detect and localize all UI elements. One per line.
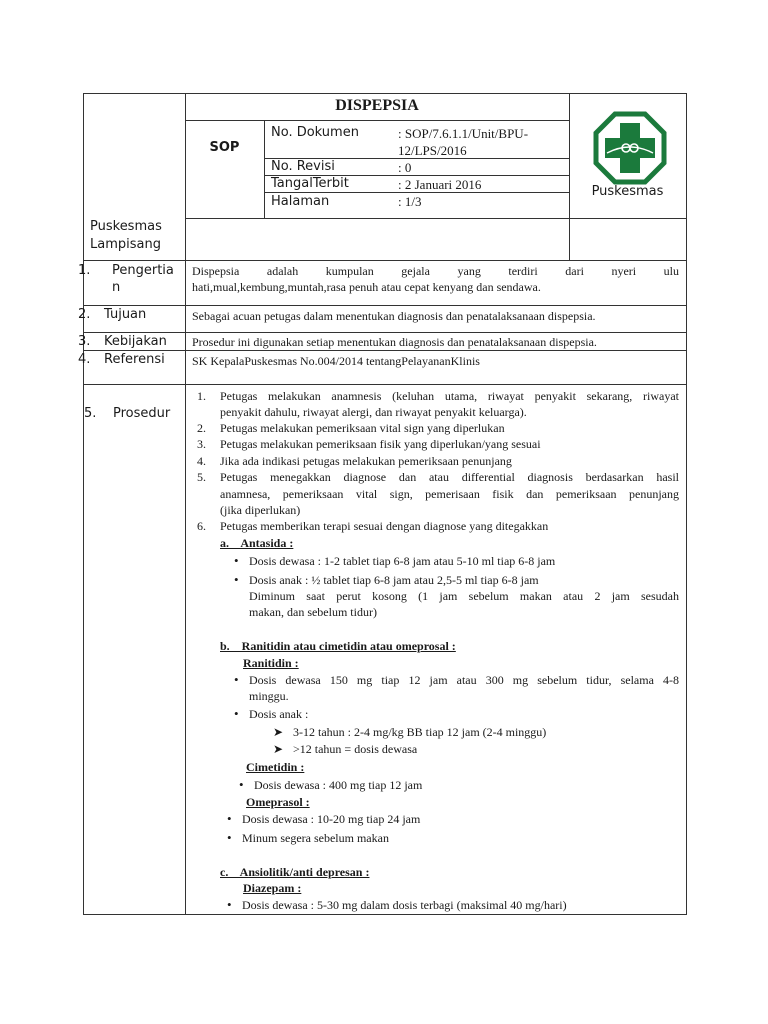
step-1-line-2: penyakit dahulu, riwayat alergi, dan riwayat penyakit keluarga).: [220, 405, 527, 419]
section-1-number: 1.: [78, 263, 91, 278]
row-divider: [83, 332, 687, 333]
child-dose-age-over-12: >12 tahun = dosis dewasa: [293, 742, 418, 756]
logo-caption: Puskesmas: [591, 184, 664, 199]
step-number: 1.: [197, 389, 206, 403]
page-value: : 1/3: [398, 194, 422, 209]
step-2-text: Petugas melakukan pemeriksaan vital sign yang diperlukan: [220, 421, 505, 435]
sop-label: SOP: [209, 140, 240, 155]
step-6-text: Petugas memberikan terapi sesuai dengan diagnose yang ditegakkan: [220, 519, 549, 533]
section-4-number: 4.: [78, 352, 91, 367]
step-number: 5.: [197, 470, 206, 484]
doc-number-label: No. Dokumen: [271, 125, 359, 140]
row-divider: [83, 384, 687, 385]
page-label: Halaman: [271, 194, 330, 209]
step-3-text: Petugas melakukan pemeriksaan fisik yang diperlukan/yang sesuai: [220, 437, 541, 451]
step-1-line-1: Petugas melakukan anamnesis (keluhan utama, riwayat penyakit sekarang, riwayat: [220, 389, 679, 403]
column-divider: [185, 93, 186, 914]
revision-value: : 0: [398, 160, 412, 175]
pengertian-text-line-1: Dispepsia adalah kumpulan gejala yang terdiri dari nyeri ulu: [192, 264, 679, 278]
document-title: DISPEPSIA: [335, 97, 419, 114]
doc-number-value-cont: 12/LPS/2016: [398, 143, 467, 158]
antasida-child-dose: • Dosis anak : ½ tablet tiap 6-8 jam atau 2,5-5 ml tiap 6-8 jam: [249, 572, 539, 588]
omeprasol-adult-dose: • Dosis dewasa : 10-20 mg tiap 24 jam: [242, 811, 420, 827]
diazepam-heading: Diazepam :: [243, 881, 302, 895]
step-5-line-1: Petugas menegakkan diagnose dan atau differential diagnosis berdasarkan hasil: [220, 470, 679, 484]
section-3-number: 3.: [78, 334, 91, 349]
org-name-line-1: Puskesmas: [90, 219, 162, 234]
ansiolitik-heading: c. Ansiolitik/anti depresan :: [220, 865, 370, 879]
step-5-line-3: (jika diperlukan): [220, 503, 301, 517]
issue-date-label: TangalTerbit: [271, 176, 349, 191]
row-divider: [185, 218, 687, 219]
step-5-line-2: anamnesa, pemeriksaan vital sign, pemerisaan fisik dan pemeriksaan penunjang: [220, 487, 679, 501]
puskesmas-logo-icon: [593, 111, 667, 185]
ranitidin-heading: Ranitidin :: [243, 656, 299, 670]
section-5-title: Prosedur: [113, 406, 171, 421]
child-dose-age-3-12: 3-12 tahun : 2-4 mg/kg BB tiap 12 jam (2-4 minggu): [293, 725, 547, 739]
table-border-bottom: [83, 914, 687, 915]
row-divider: [83, 305, 687, 306]
section-4-title: Referensi: [104, 352, 165, 367]
cimetidin-heading: Cimetidin :: [246, 760, 305, 774]
omeprasol-heading: Omeprasol :: [246, 795, 310, 809]
antasida-note-line-1: Diminum saat perut kosong (1 jam sebelum makan atau 2 jam sesudah: [249, 589, 679, 603]
section-2-title: Tujuan: [104, 307, 147, 322]
pengertian-text-line-2: hati,mual,kembung,muntah,rasa penuh atau cepat kenyang dan sendawa.: [192, 280, 541, 294]
cimetidin-adult-dose: • Dosis dewasa : 400 mg tiap 12 jam: [254, 777, 422, 793]
referensi-text: SK KepalaPuskesmas No.004/2014 tentangPelayananKlinis: [192, 354, 480, 368]
arrow-bullet-icon: ➤: [273, 725, 284, 739]
table-border-left: [83, 93, 84, 914]
arrow-bullet-icon: ➤: [273, 742, 284, 756]
doc-number-value: : SOP/7.6.1.1/Unit/BPU-: [398, 126, 529, 141]
section-3-title: Kebijakan: [104, 334, 167, 349]
section-2-number: 2.: [78, 307, 91, 322]
row-divider: [83, 260, 687, 261]
omeprasol-note: • Minum segera sebelum makan: [242, 830, 389, 846]
step-number: 6.: [197, 519, 206, 533]
revision-label: No. Revisi: [271, 159, 335, 174]
ranitidin-adult-dose-line-2: minggu.: [249, 689, 289, 703]
ranitidin-adult-dose-line-1: • Dosis dewasa 150 mg tiap 12 jam atau 300 mg sebelum tidur, selama 4-8: [249, 672, 679, 688]
step-4-text: Jika ada indikasi petugas melakukan pemeriksaan penunjang: [220, 454, 512, 468]
table-border-top: [83, 93, 687, 94]
row-divider: [83, 350, 687, 351]
issue-date-value: : 2 Januari 2016: [398, 177, 482, 192]
kebijakan-text: Prosedur ini digunakan setiap menentukan diagnosis dan penatalaksanaan dispepsia.: [192, 335, 597, 349]
section-1-title-cont: n: [112, 280, 121, 295]
title-divider: [185, 120, 569, 121]
section-5-number: 5.: [84, 406, 97, 421]
step-number: 3.: [197, 437, 206, 451]
antasida-adult-dose: • Dosis dewasa : 1-2 tablet tiap 6-8 jam atau 5-10 ml tiap 6-8 jam: [249, 553, 555, 569]
diazepam-adult-dose: • Dosis dewasa : 5-30 mg dalam dosis terbagi (maksimal 40 mg/hari): [242, 897, 567, 913]
antasida-heading: a. Antasida :: [220, 536, 294, 550]
ranitidin-group-heading: b. Ranitidin atau cimetidin atau omeprosal :: [220, 639, 456, 653]
table-border-right: [686, 93, 687, 914]
column-divider: [569, 93, 570, 260]
antasida-note-line-2: makan, dan sebelum tidur): [249, 605, 377, 619]
tujuan-text: Sebagai acuan petugas dalam menentukan diagnosis dan penatalaksanaan dispepsia.: [192, 309, 596, 323]
puskesmas-logo: [593, 111, 667, 185]
org-name-line-2: Lampisang: [90, 237, 161, 252]
section-1-title: Pengertia: [112, 263, 174, 278]
column-divider: [264, 120, 265, 218]
step-number: 2.: [197, 421, 206, 435]
ranitidin-child-dose: • Dosis anak :: [249, 706, 308, 722]
step-number: 4.: [197, 454, 206, 468]
